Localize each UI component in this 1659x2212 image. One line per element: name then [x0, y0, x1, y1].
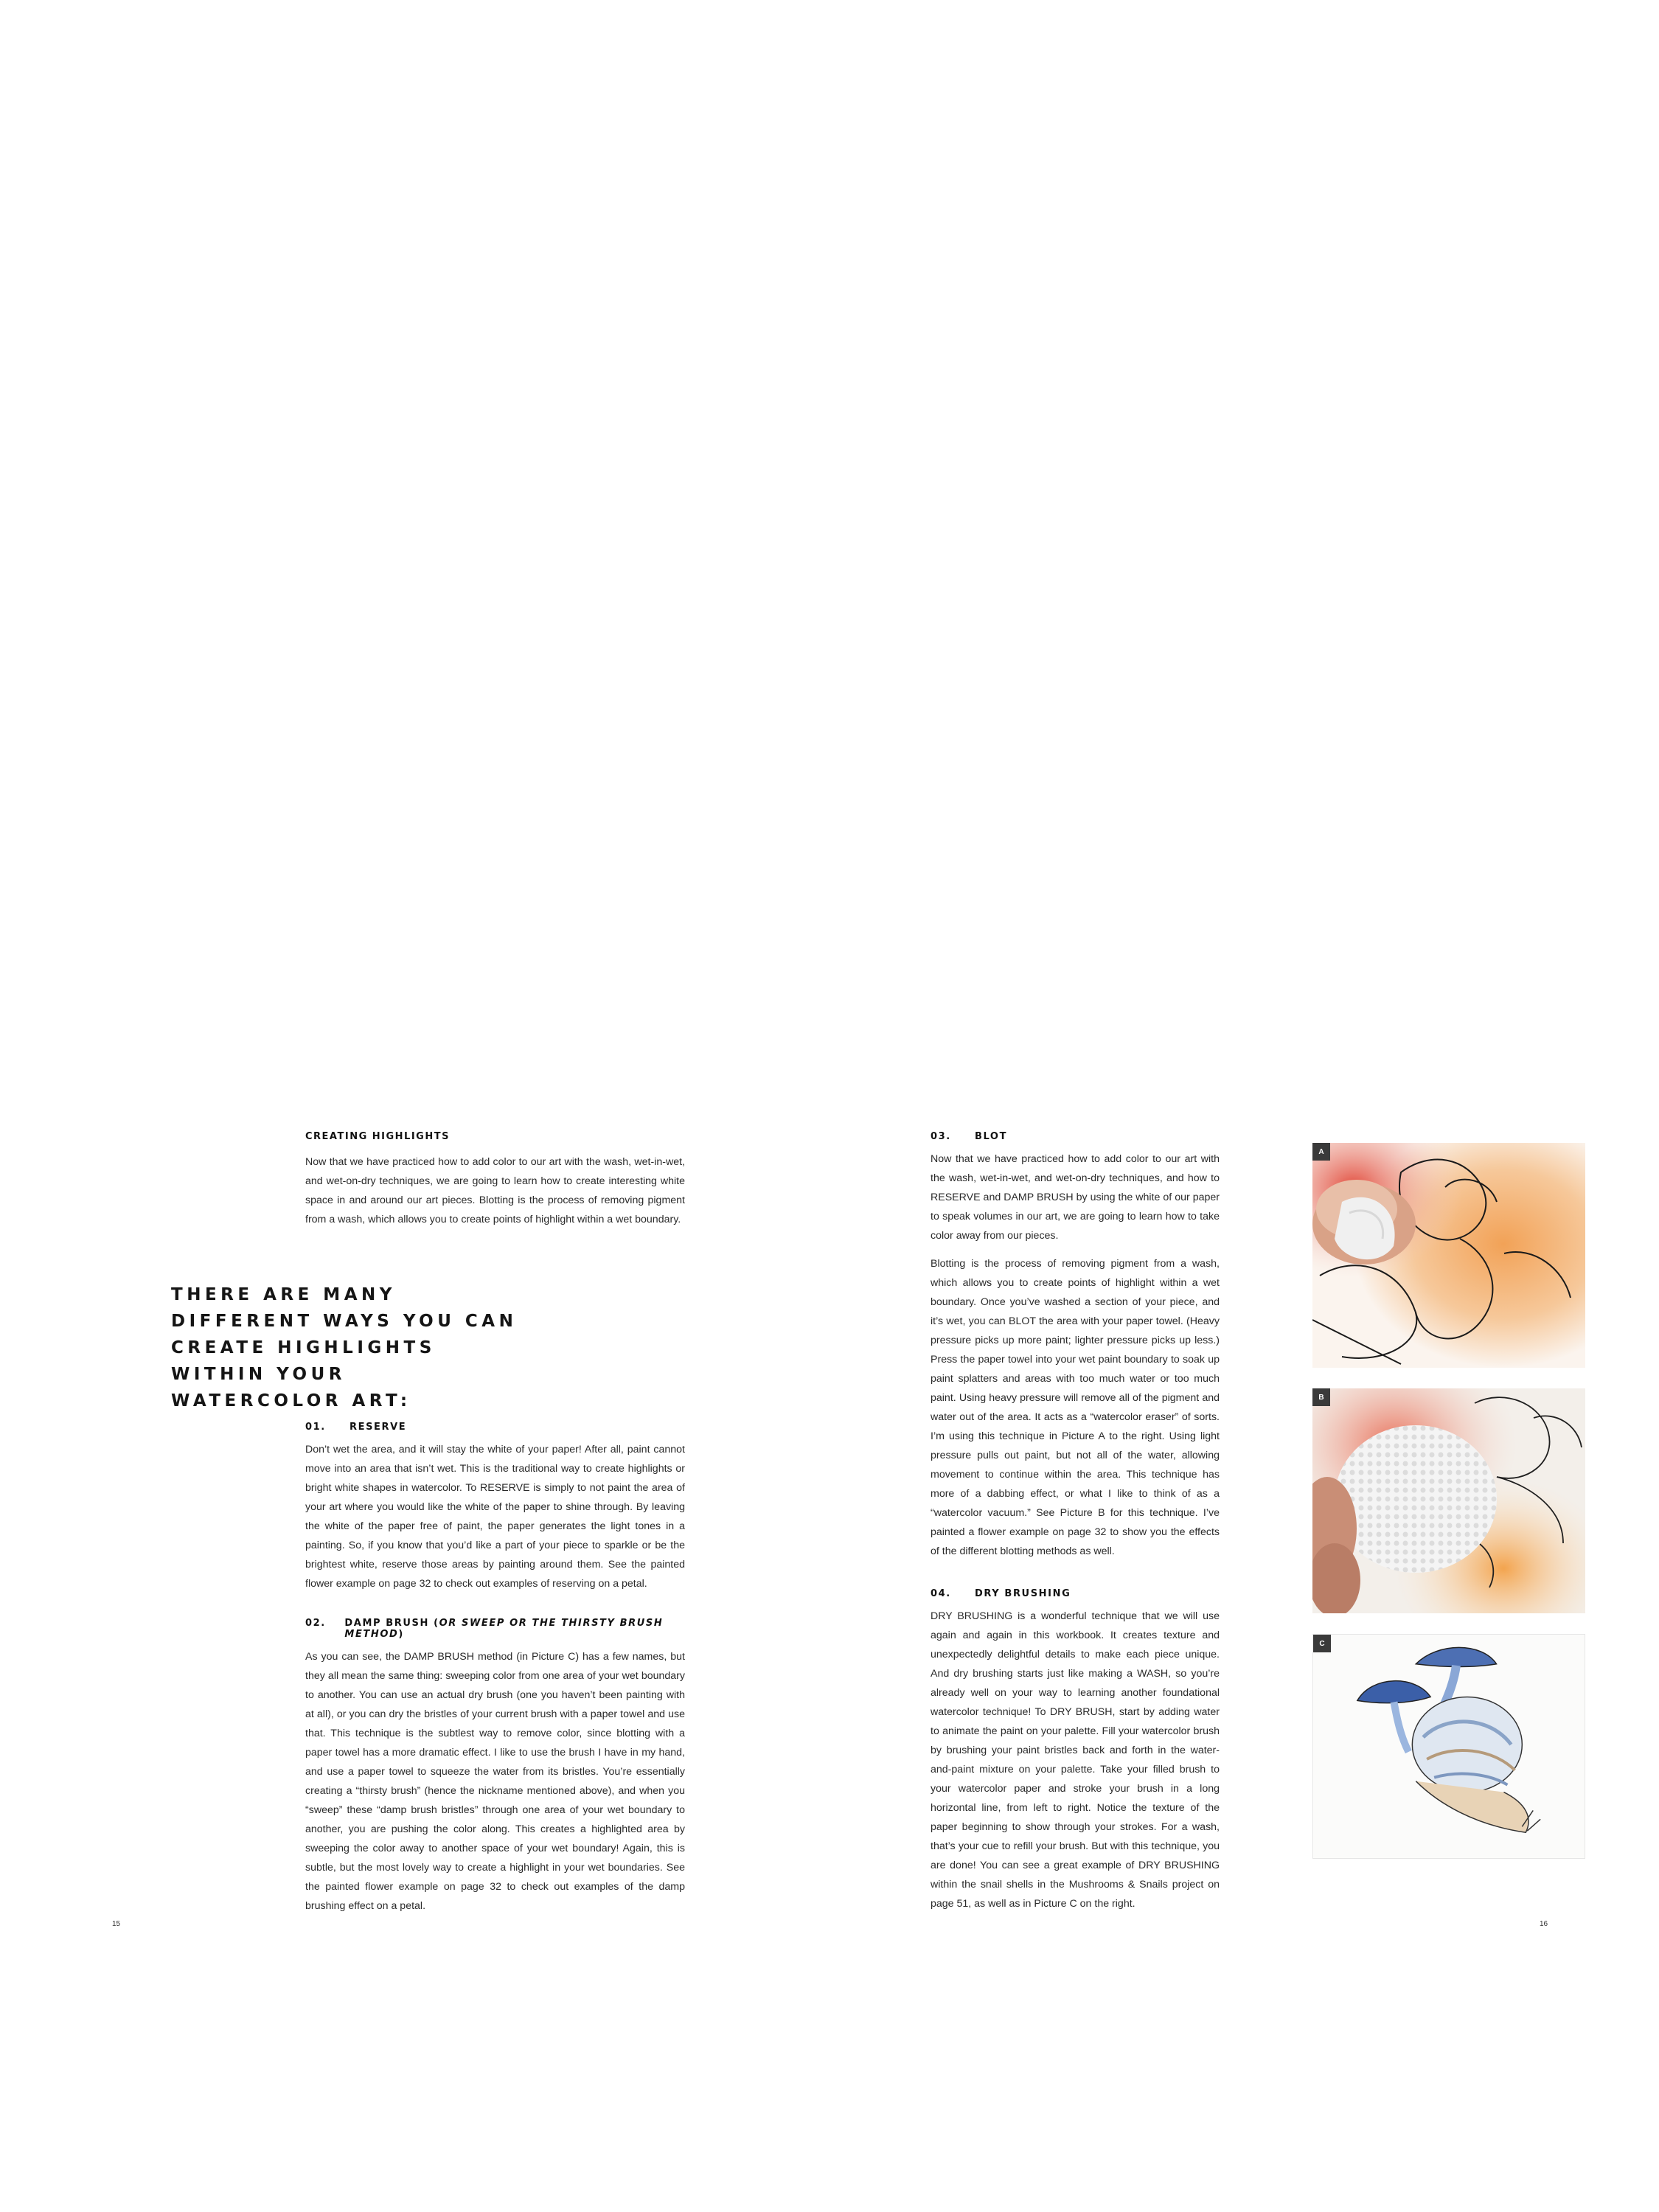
section-title-italic: OR SWEEP OR THE THIRSTY BRUSH METHOD [344, 1618, 664, 1640]
section-header [305, 1618, 685, 1640]
creating-highlights-block [305, 1131, 685, 1229]
photo-label: A [1312, 1143, 1330, 1161]
page-title: THERE ARE MANY DIFFERENT WAYS YOU CAN CREATE HIGHLIGHTS WITHIN YOUR WATERCOLOR ART: [171, 1285, 518, 1411]
section-title: DAMP BRUSH (OR SWEEP OR THE THIRSTY BRUSH METHOD) [344, 1618, 664, 1640]
photo-c [1312, 1634, 1585, 1859]
page-number-right: 16 [1540, 1920, 1548, 1928]
section-text: As you can see, the DAMP BRUSH method (in Picture C) has a few names, but they all mean the same thing: sweeping color from one area of your wet boundary to another. You can use an actual dry brush (one you haven’t been painting with at all), or you can dry the bristles of your current brush with a paper towel and use that. This technique is the subtlest way to remove color, since blotting with a paper towel has a more dramatic effect. I like to use the brush I have in my hand, and use a paper towel to squeeze the water from its bristles. You’re essentially creating a “thirsty brush” (hence the nickname mentioned above), and when you “sweep” these “damp brush bristles” through one area of your wet boundary to another, you are pushing the color along. This creates a highlighted area by sweeping the color away to another space of your wet boundary! Again, this is subtle, but the most lovely way to create a highlight in your wet boundaries. See the painted flower example on page 32 to check out examples of the damp brushing effect on a petal. [305, 1651, 685, 1912]
section-blot [931, 1131, 1220, 1561]
section-header [305, 1422, 685, 1433]
photo-label: B [1312, 1388, 1330, 1406]
page-number-left: 15 [112, 1920, 121, 1928]
section-number: 01. [305, 1422, 326, 1433]
photo-label: C [1313, 1635, 1331, 1652]
paper-towel-flower-photo-icon [1312, 1388, 1585, 1613]
section-number: 02. [305, 1618, 326, 1629]
photo-a [1312, 1143, 1585, 1368]
blotting-flower-photo-icon [1312, 1143, 1585, 1368]
section-paragraph: Blotting is the process of removing pigment from a wash, which allows you to create points of highlight within a wet boundary. Once you’ve washed a section of your piece, and it’s wet, you can BLOT the area with your paper towel. (Heavy pressure picks up more paint; lighter pressure picks up less.) Press the paper towel into your wet paint boundary to soak up paint splatters and areas with too much water or too much paint. Using heavy pressure will remove all of the pigment and water out of the area. It acts as a “watercolor eraser” of sorts. I’m using this technique in Picture A to the right. Using light pressure pulls out paint, but not all of the water, allowing movement to continue within the area. This technique has more of a dabbing effect, or what I like to think of as a “watercolor vacuum.” See Picture B for this technique. I’ve painted a flower example on page 32 to show you the effects of the different blotting methods as well. [931, 1258, 1220, 1557]
section-title: DRY BRUSHING [975, 1588, 1071, 1599]
section-title: RESERVE [349, 1422, 407, 1433]
section-header [931, 1588, 1220, 1599]
section-reserve [305, 1422, 685, 1593]
section-paragraph: Now that we have practiced how to add color to our art with the wash, wet-in-wet, and wet-on-dry techniques, and how to RESERVE and DAMP BRUSH by using the white of our paper to speak volumes in our art, we are going to learn how to take color away from our pieces. [931, 1153, 1220, 1242]
section-dry-brushing [931, 1588, 1220, 1913]
section-number: 03. [931, 1131, 951, 1142]
section-header [931, 1131, 1220, 1142]
section-text: Don’t wet the area, and it will stay the white of your paper! After all, paint cannot move into an area that isn’t wet. This is the traditional way to create highlights or bright white shapes in watercolor. To RESERVE is simply to not paint the area of your art where you would like the white of the paper to shine through. By leaving the white of the paper free of paint, the paper generates the light tones in a painting. So, if you know that you’d like a part of your piece to sparkle or be the brightest white, reserve those areas by painting around them. See the painted flower example on page 32 to check out examples of reserving on a petal. [305, 1444, 685, 1590]
photo-b [1312, 1388, 1585, 1613]
section-title: BLOT [975, 1131, 1008, 1142]
section-damp-brush [305, 1618, 685, 1916]
section-heading: CREATING HIGHLIGHTS [305, 1131, 450, 1142]
section-paragraph: DRY BRUSHING is a wonderful technique that we will use again and again in this workbook. It creates texture and unexpectedly delightful details to make each piece unique. And dry brushing starts just like making a WASH, so you’re already well on your way to learning another foundational watercolor technique! To DRY BRUSH, start by adding water to animate the paint on your palette. Fill your watercolor brush by brushing your paint bristles back and forth in the water-and-paint mixture on your palette. Take your filled brush to your watercolor paper and stroke your brush in a long horizontal line, from left to right. Notice the texture of the paper beginning to show through your strokes. For a wash, that’s your cue to refill your brush. But with this technique, you are done! You can see a great example of DRY BRUSHING within the snail shells in the Mushrooms & Snails project on page 51, as well as in Picture C on the right. [931, 1610, 1220, 1910]
intro-paragraph: Now that we have practiced how to add color to our art with the wash, wet-in-wet, and wet-on-dry techniques, we are going to learn how to create interesting white space in and around our art pieces. Blotting is the process of removing pigment from a wash, which allows you to create points of highlight within a wet boundary. [305, 1156, 685, 1225]
section-number: 04. [931, 1588, 951, 1599]
mushroom-snail-painting-icon [1313, 1635, 1585, 1858]
